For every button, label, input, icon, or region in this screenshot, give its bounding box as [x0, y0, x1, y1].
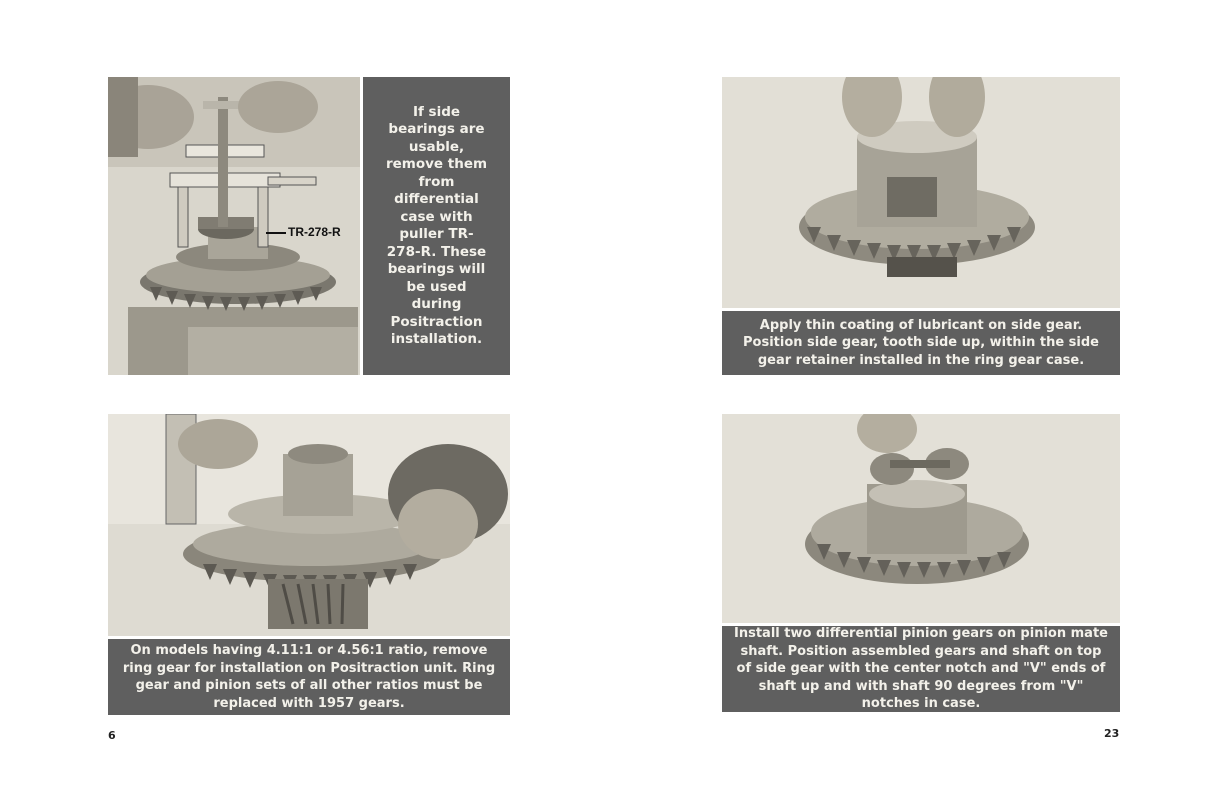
page-number-left: 6	[108, 729, 116, 742]
photo-ring-gear-removal	[108, 414, 510, 636]
caption-side-gear	[722, 311, 1120, 375]
photo-pinion-gears	[722, 414, 1120, 623]
caption-text: On models having 4.11:1 or 4.56:1 ratio, remove ring gear for installation on Positraction unit. Ring gear and pinion sets of all other ratios must be replaced with 1957 gears.	[122, 643, 496, 711]
caption-ring-gear	[108, 639, 510, 715]
caption-text: Install two differential pinion gears on pinion mate shaft. Position assembled gears and shaft on top of side gear with the center notch and "V" ends of shaft up and with shaft 90 degrees from "V" notches in case.	[734, 626, 1108, 712]
caption-text: Apply thin coating of lubricant on side gear. Position side gear, tooth side up, within the side gear retainer installed in the ring gear case.	[743, 317, 1099, 368]
page-number-right: 23	[1104, 727, 1120, 740]
caption-side-bearings	[363, 77, 510, 375]
tool-label-text: TR-278-R	[288, 225, 341, 239]
caption-pinion-gears	[722, 626, 1120, 712]
photo-side-gear	[722, 77, 1120, 308]
caption-text: If side bearings are usable, remove them from differential case with puller TR-278-R. These bearings will be used during Positraction installation.	[385, 103, 488, 347]
tool-label-tr-278-r	[266, 225, 341, 239]
